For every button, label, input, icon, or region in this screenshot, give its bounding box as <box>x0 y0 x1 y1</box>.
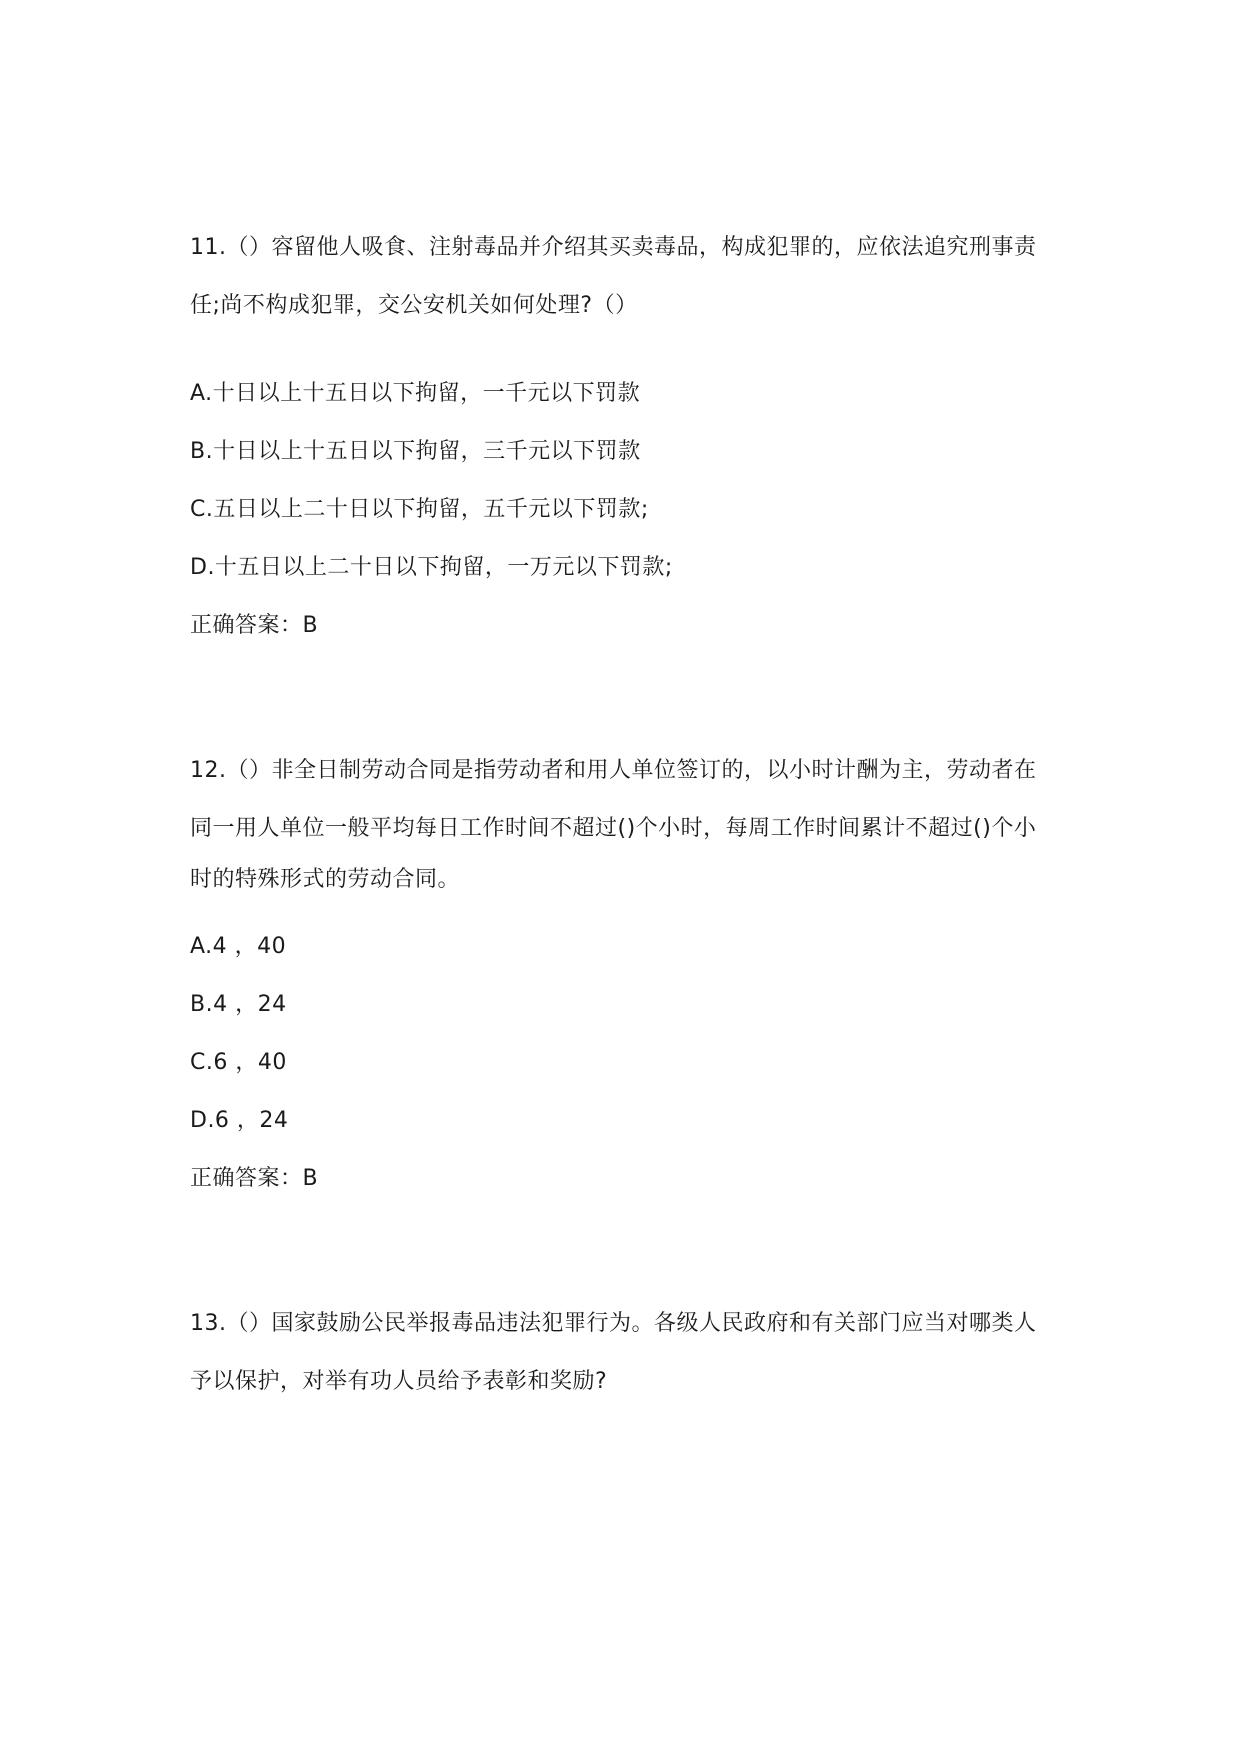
question-13-stem-line-1: 13.（）国家鼓励公民举报毒品违法犯罪行为。各级人民政府和有关部门应当对哪类人 <box>190 1311 1037 1336</box>
question-12-answer: 正确答案：B <box>190 1166 319 1191</box>
question-11-option-d: D.十五日以上二十日以下拘留，一万元以下罚款; <box>190 555 673 580</box>
question-12-option-d: D.6 ，24 <box>190 1108 289 1133</box>
question-12-stem-line-1: 12.（）非全日制劳动合同是指劳动者和用人单位签订的，以小时计酬为主，劳动者在 <box>190 758 1037 783</box>
question-12-option-a: A.4 ，40 <box>190 934 287 959</box>
question-11-stem-line-2: 任;尚不构成犯罪，交公安机关如何处理?（） <box>190 293 638 318</box>
question-11-stem-line-1: 11.（）容留他人吸食、注射毒品并介绍其买卖毒品，构成犯罪的，应依法追究刑事责 <box>190 235 1037 260</box>
question-12-option-c: C.6 ，40 <box>190 1050 287 1075</box>
question-11-option-a: A.十日以上十五日以下拘留，一千元以下罚款 <box>190 381 641 406</box>
question-12-stem-line-3: 时的特殊形式的劳动合同。 <box>190 867 461 892</box>
question-13-stem-line-2: 予以保护，对举有功人员给予表彰和奖励? <box>190 1369 608 1394</box>
question-12-option-b: B.4 ，24 <box>190 992 287 1017</box>
question-11-option-b: B.十日以上十五日以下拘留，三千元以下罚款 <box>190 439 641 464</box>
question-11-option-c: C.五日以上二十日以下拘留，五千元以下罚款; <box>190 497 649 522</box>
question-11-answer: 正确答案：B <box>190 613 319 638</box>
question-12-stem-line-2: 同一用人单位一般平均每日工作时间不超过()个小时，每周工作时间累计不超过()个小 <box>190 816 1037 841</box>
